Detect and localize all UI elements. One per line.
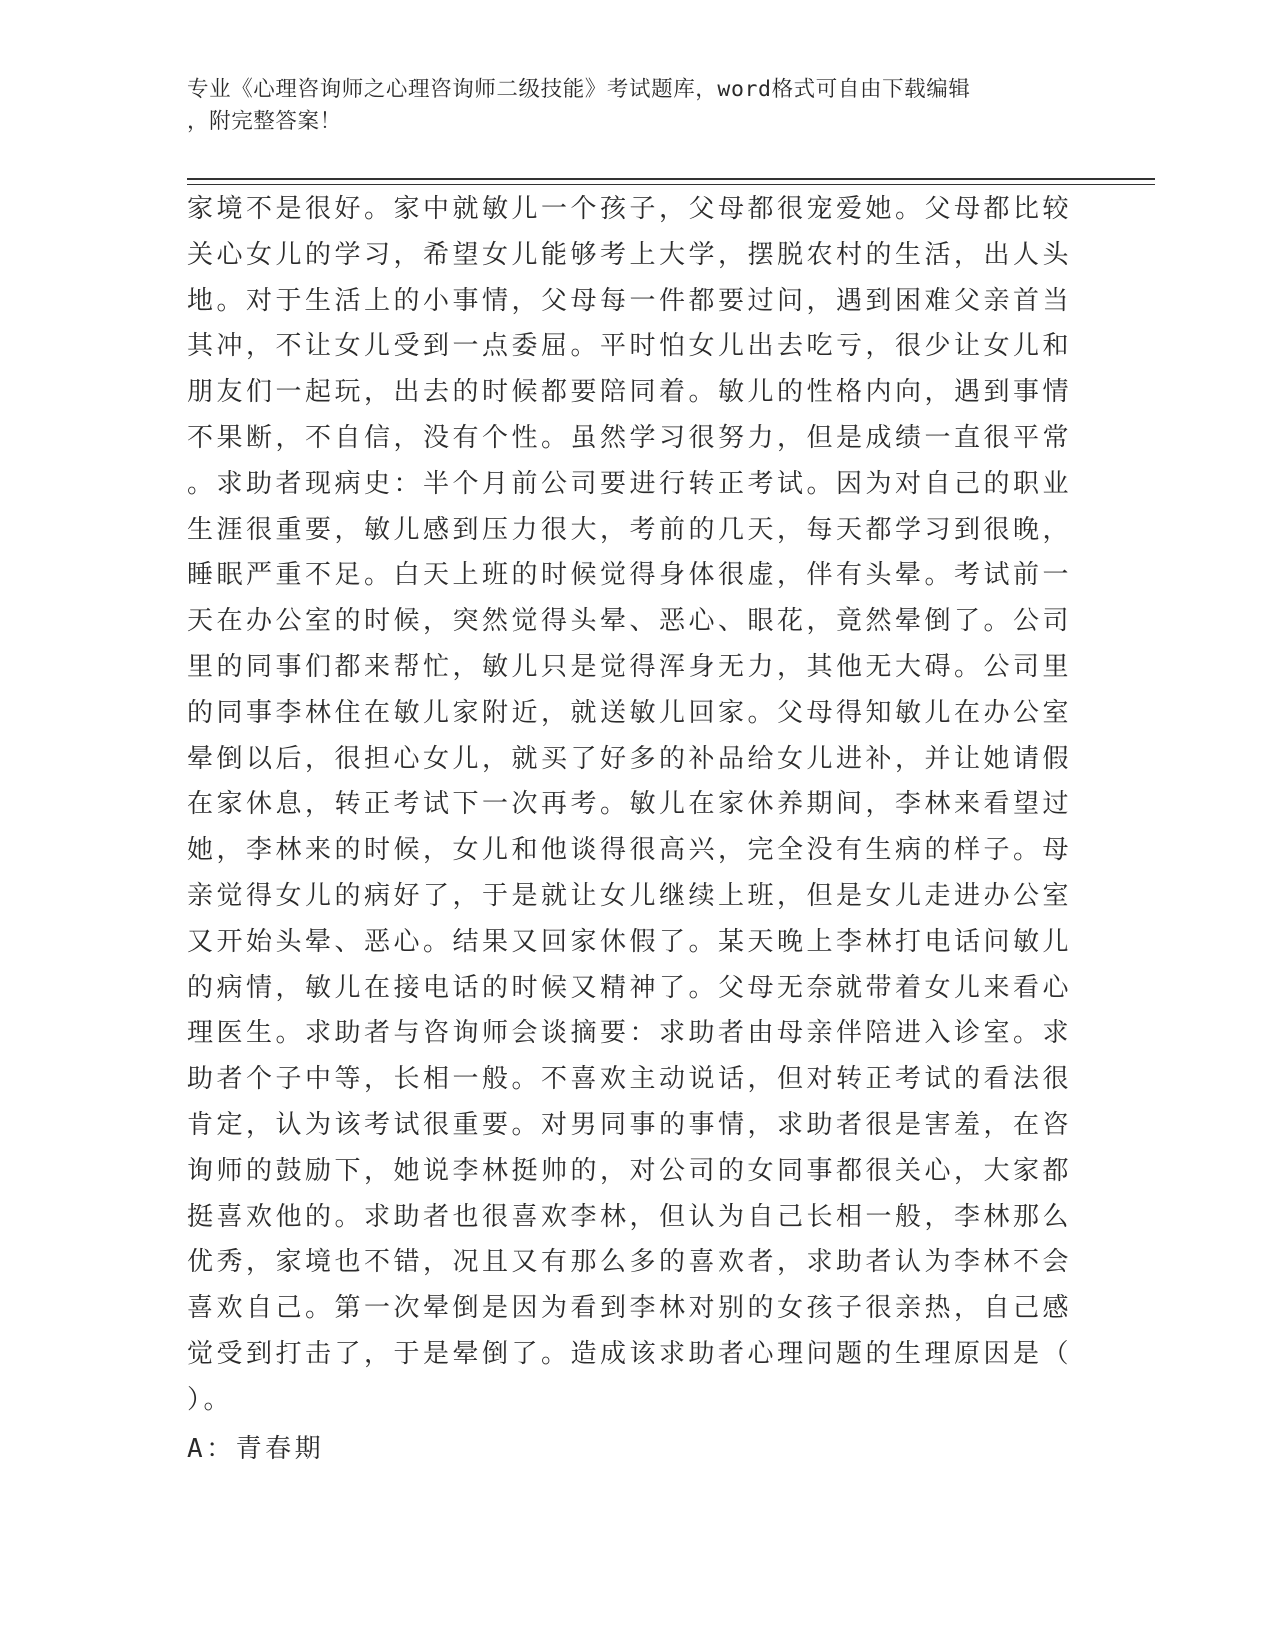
header-divider-thick: [187, 178, 1155, 180]
page-header: [187, 74, 1087, 138]
question-line: 地。对于生活上的小事情，父母每一件都要过问，遇到困难父亲首当: [187, 285, 1073, 316]
question-line: 。求助者现病史：半个月前公司要进行转正考试。因为对自己的职业: [187, 468, 1073, 499]
question-line: 觉受到打击了，于是晕倒了。造成该求助者心理问题的生理原因是（: [187, 1338, 1073, 1369]
question-line: 关心女儿的学习，希望女儿能够考上大学，摆脱农村的生活，出人头: [187, 239, 1073, 270]
header-line-1: 专业《心理咨询师之心理咨询师二级技能》考试题库，word格式可自由下载编辑: [187, 77, 971, 102]
question-line: 的病情，敏儿在接电话的时候又精神了。父母无奈就带着女儿来看心: [187, 972, 1073, 1003]
question-line: 其冲，不让女儿受到一点委屈。平时怕女儿出去吃亏，很少让女儿和: [187, 331, 1073, 362]
question-line: 朋友们一起玩，出去的时候都要陪同着。敏儿的性格内向，遇到事情: [187, 377, 1073, 408]
question-line: 家境不是很好。家中就敏儿一个孩子，父母都很宠爱她。父母都比较: [187, 194, 1073, 224]
question-line: 挺喜欢他的。求助者也很喜欢李林，但认为自己长相一般，李林那么: [187, 1201, 1073, 1232]
question-line: 天在办公室的时候，突然觉得头晕、恶心、眼花，竟然晕倒了。公司: [187, 606, 1073, 637]
question-line: 里的同事们都来帮忙，敏儿只是觉得浑身无力，其他无大碍。公司里: [187, 651, 1073, 682]
header-divider-thin: [187, 184, 1155, 185]
question-line: 肯定，认为该考试很重要。对男同事的事情，求助者很是害羞，在咨: [187, 1109, 1073, 1140]
question-line: 她，李林来的时候，女儿和他谈得很高兴，完全没有生病的样子。母: [187, 835, 1073, 866]
question-line: 助者个子中等，长相一般。不喜欢主动说话，但对转正考试的看法很: [187, 1064, 1073, 1095]
question-line: 生涯很重要，敏儿感到压力很大，考前的几天，每天都学习到很晚，: [187, 514, 1073, 545]
question-line: 睡眠严重不足。白天上班的时候觉得身体很虚，伴有头晕。考试前一: [187, 560, 1073, 591]
question-line: 在家休息，转正考试下一次再考。敏儿在家休养期间，李林来看望过: [187, 789, 1073, 820]
question-line: 晕倒以后，很担心女儿，就买了好多的补品给女儿进补，并让她请假: [187, 743, 1073, 774]
question-line: 不果断，不自信，没有个性。虽然学习很努力，但是成绩一直很平常: [187, 422, 1073, 453]
question-line: 又开始头晕、恶心。结果又回家休假了。某天晚上李林打电话问敏儿: [187, 926, 1073, 957]
question-body: [187, 187, 1077, 1472]
question-line: 优秀，家境也不错，况且又有那么多的喜欢者，求助者认为李林不会: [187, 1247, 1073, 1278]
header-line-2: ，附完整答案！: [187, 109, 342, 134]
question-line: ）。: [187, 1384, 234, 1415]
question-line: 亲觉得女儿的病好了，于是就让女儿继续上班，但是女儿走进办公室: [187, 880, 1073, 911]
question-line: 询师的鼓励下，她说李林挺帅的，对公司的女同事都很关心，大家都: [187, 1155, 1073, 1186]
question-line: 喜欢自己。第一次晕倒是因为看到李林对别的女孩子很亲热，自己感: [187, 1293, 1073, 1324]
question-line: 的同事李林住在敏儿家附近，就送敏儿回家。父母得知敏儿在办公室: [187, 697, 1073, 728]
answer-option-a: A：青春期: [187, 1433, 325, 1464]
question-line: 理医生。求助者与咨询师会谈摘要：求助者由母亲伴陪进入诊室。求: [187, 1018, 1073, 1049]
